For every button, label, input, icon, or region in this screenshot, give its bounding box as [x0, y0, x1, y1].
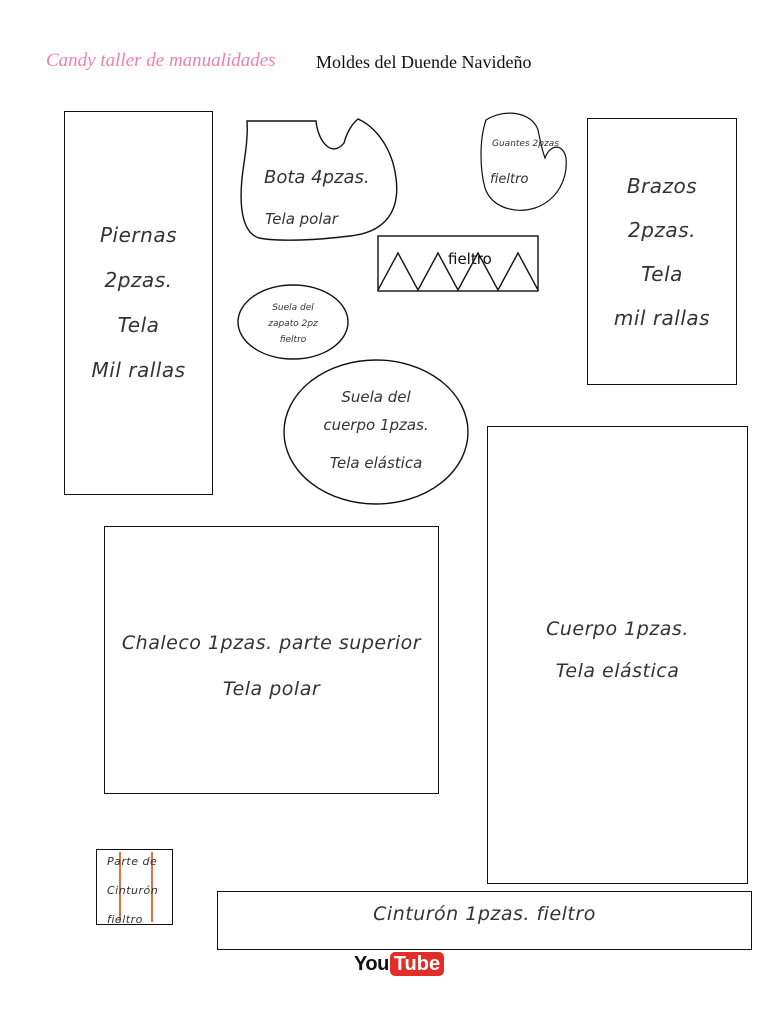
belt-part-label-3: fieltro [107, 913, 143, 925]
gloves-label-2: fieltro [490, 172, 529, 187]
belt-part-pattern [96, 849, 173, 925]
mitten-pattern-outline [481, 113, 566, 210]
legs-label-2: 2pzas. [104, 268, 173, 292]
boot-label-1: Bota 4pzas. [264, 167, 370, 188]
arms-pattern [587, 118, 737, 385]
arms-label-2: 2pzas. [628, 217, 696, 242]
legs-label-4: Mil rallas [91, 358, 186, 382]
shoe-sole-label-1: Suela del [272, 303, 314, 313]
vest-label-1: Chaleco 1pzas. parte superior [121, 632, 422, 654]
shoe-sole-label-3: fieltro [279, 335, 307, 345]
body-pattern [487, 426, 748, 884]
belt-part-label-2: Cinturón [107, 884, 159, 897]
body-sole-label-2: cuerpo 1pzas. [323, 416, 429, 434]
shoe-sole-label-2: zapato 2pz [268, 319, 318, 329]
legs-pattern [64, 111, 213, 495]
arms-label-4: mil rallas [613, 305, 711, 330]
vest-pattern [104, 526, 439, 794]
belt-part-label-1: Parte de [107, 855, 158, 868]
boot-label-2: Tela polar [265, 210, 338, 228]
body-label-2: Tela elástica [555, 660, 680, 682]
gloves-label-1: Guantes 2pzas [492, 139, 559, 149]
legs-label-1: Piernas [100, 223, 177, 247]
arms-label-1: Brazos [626, 173, 698, 198]
document-title: Moldes del Duende Navideño [316, 52, 532, 72]
arms-label-3: Tela [641, 261, 683, 286]
belt-pattern [217, 891, 752, 950]
youtube-logo-you: You [354, 952, 389, 975]
body-sole-label-1: Suela del [341, 388, 411, 406]
vest-label-2: Tela polar [222, 678, 321, 700]
youtube-logo-tube: Tube [390, 952, 444, 976]
triangles-label: fieltro [448, 250, 492, 268]
body-label-1: Cuerpo 1pzas. [546, 618, 689, 640]
body-sole-label-3: Tela elástica [329, 454, 423, 472]
legs-label-3: Tela [117, 313, 160, 337]
youtube-logo [354, 952, 444, 976]
belt-label: Cinturón 1pzas. fieltro [373, 902, 596, 925]
brand-name: Candy taller de manualidades [46, 50, 276, 71]
